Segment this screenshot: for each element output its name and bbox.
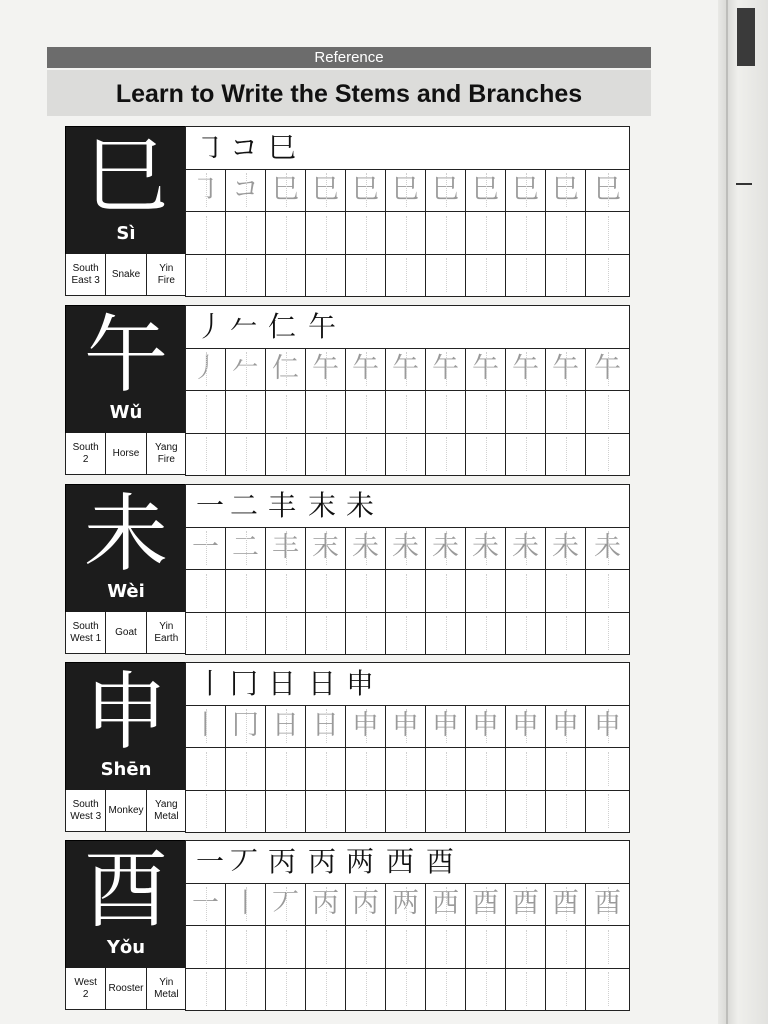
practice-cell[interactable] [426,212,466,254]
trace-cell[interactable]: 巳 [266,169,306,211]
practice-row [186,391,629,434]
practice-cell[interactable] [346,748,386,790]
page-title: Learn to Write the Stems and Branches [47,70,651,116]
practice-cell[interactable] [346,433,386,475]
element-label: Yin Fire [157,262,175,286]
character-panel [65,305,187,435]
practice-cell[interactable] [546,612,586,654]
character-block [65,662,628,832]
trace-cell[interactable]: 丙 [306,883,346,925]
trace-cell[interactable]: 午 [346,348,386,390]
practice-cell[interactable] [586,433,629,475]
practice-cell[interactable] [266,254,306,296]
practice-cell[interactable] [386,968,426,1010]
character-pinyin: Wǔ [109,402,143,423]
trace-cell[interactable]: 巳 [306,169,346,211]
practice-cell[interactable] [586,212,629,254]
practice-cell[interactable] [226,570,266,612]
stroke-step: 丰 [268,489,297,522]
stroke-step: 一 [196,845,225,878]
character-pinyin: Yǒu [106,937,146,958]
trace-cell[interactable]: 未 [386,527,426,569]
practice-grid [185,484,630,655]
stroke-order-row [186,485,629,528]
practice-cell[interactable] [306,790,346,832]
trace-cell[interactable]: 丨 [186,705,226,747]
practice-cell[interactable] [546,391,586,433]
practice-row [186,570,629,613]
practice-cell[interactable] [506,748,546,790]
practice-cell[interactable] [466,926,506,968]
practice-cell[interactable] [186,254,226,296]
practice-cell[interactable] [586,391,629,433]
animal-label: Rooster [106,968,146,1009]
character-block [65,305,628,475]
trace-cell[interactable]: 酉 [506,883,546,925]
trace-cell[interactable]: 冂 [226,705,266,747]
element-label: Yang Fire [155,441,178,465]
direction-label: South 2 [66,433,106,474]
practice-cell[interactable] [386,212,426,254]
practice-cell[interactable] [546,926,586,968]
stroke-step: 两 [346,845,375,878]
stroke-order-row [186,663,629,706]
practice-cell[interactable] [346,926,386,968]
practice-cell[interactable] [506,433,546,475]
practice-cell[interactable] [506,968,546,1010]
animal-label: Goat [106,612,146,653]
practice-cell[interactable] [386,570,426,612]
practice-grid [185,305,630,476]
practice-cell[interactable] [346,570,386,612]
practice-cell[interactable] [386,391,426,433]
practice-cell[interactable] [226,612,266,654]
practice-cell[interactable] [306,748,346,790]
trace-cell[interactable]: 申 [546,705,586,747]
trace-cell[interactable]: 未 [346,527,386,569]
stroke-step: 一 [196,489,225,522]
character-glyph: 酉 [83,841,168,939]
stroke-step: 𠂉 [230,310,259,343]
stroke-step: 末 [308,489,337,522]
practice-cell[interactable] [466,212,506,254]
practice-cell[interactable] [426,748,466,790]
trace-cell[interactable]: 一 [186,527,226,569]
character-panel [65,840,187,970]
practice-cell[interactable] [386,433,426,475]
practice-cell[interactable] [306,926,346,968]
practice-cell[interactable] [466,254,506,296]
trace-row [186,169,629,212]
practice-row [186,212,629,255]
trace-cell[interactable]: 末 [306,527,346,569]
practice-cell[interactable] [466,790,506,832]
stroke-step: 丙 [308,845,337,878]
trace-cell[interactable]: 酉 [546,883,586,925]
practice-cell[interactable] [466,612,506,654]
stroke-step: 丿 [196,310,225,343]
stroke-step: 丨 [196,667,225,700]
practice-cell[interactable] [266,391,306,433]
practice-cell[interactable] [266,748,306,790]
practice-cell[interactable] [346,790,386,832]
practice-cell[interactable] [186,212,226,254]
trace-cell[interactable]: 巳 [426,169,466,211]
character-glyph: 未 [83,485,168,583]
trace-cell[interactable]: 申 [386,705,426,747]
practice-grid [185,662,630,833]
practice-grid [185,840,630,1011]
stroke-step: 冂 [230,667,259,700]
practice-cell[interactable] [426,254,466,296]
practice-cell[interactable] [386,254,426,296]
element-label: Yin Earth [154,620,179,644]
scan-tab-mark [737,8,755,66]
trace-cell[interactable]: 丙 [346,883,386,925]
practice-cell[interactable] [466,570,506,612]
trace-cell[interactable]: 申 [426,705,466,747]
practice-cell[interactable] [386,612,426,654]
stroke-step: コ [230,131,259,164]
practice-cell[interactable] [506,570,546,612]
practice-cell[interactable] [346,254,386,296]
practice-cell[interactable] [426,612,466,654]
practice-cell[interactable] [306,212,346,254]
animal-label: Monkey [106,790,146,831]
practice-cell[interactable] [226,748,266,790]
character-block [65,126,628,296]
direction-label: South West 1 [66,612,106,653]
practice-cell[interactable] [226,254,266,296]
trace-cell[interactable]: 申 [506,705,546,747]
stroke-step: 丆 [230,845,259,878]
stroke-step: 酉 [426,845,455,878]
practice-cell[interactable] [186,433,226,475]
trace-cell[interactable]: 酉 [586,883,629,925]
practice-cell[interactable] [306,254,346,296]
practice-cell[interactable] [426,790,466,832]
character-block [65,840,628,1010]
trace-cell[interactable]: 酉 [466,883,506,925]
element-label: Yin Metal [154,976,179,1000]
practice-cell[interactable] [266,212,306,254]
scan-tick-mark [736,183,752,185]
trace-cell[interactable]: 丰 [266,527,306,569]
trace-cell[interactable]: ㇆ [186,169,226,211]
stroke-step: 未 [346,489,375,522]
practice-grid [185,126,630,297]
character-panel [65,484,187,614]
character-info [65,433,187,475]
practice-cell[interactable] [586,570,629,612]
character-pinyin: Wèi [107,581,145,602]
practice-cell[interactable] [506,212,546,254]
stroke-step: 丙 [268,845,297,878]
stroke-step: 日 [268,667,297,700]
practice-row [186,790,629,831]
trace-cell[interactable]: 未 [426,527,466,569]
practice-cell[interactable] [186,926,226,968]
trace-cell[interactable]: 午 [586,348,629,390]
trace-cell[interactable]: 午 [506,348,546,390]
trace-cell[interactable]: 申 [586,705,629,747]
practice-cell[interactable] [226,926,266,968]
character-pinyin: Sì [116,223,136,244]
trace-row [186,705,629,748]
practice-row [186,926,629,969]
trace-cell[interactable]: 午 [546,348,586,390]
animal-label: Horse [106,433,146,474]
practice-cell[interactable] [226,968,266,1010]
practice-cell[interactable] [586,926,629,968]
trace-cell[interactable]: 丿 [186,348,226,390]
stroke-step: 午 [308,310,337,343]
practice-cell[interactable] [306,570,346,612]
practice-cell[interactable] [226,433,266,475]
stroke-step: 巳 [268,131,297,164]
character-panel [65,126,187,256]
trace-cell[interactable]: 丨 [226,883,266,925]
direction-label: South East 3 [66,254,106,295]
practice-cell[interactable] [546,790,586,832]
practice-cell[interactable] [586,968,629,1010]
practice-row [186,748,629,791]
trace-cell[interactable]: 巳 [346,169,386,211]
practice-row [186,254,629,295]
stroke-order-row [186,127,629,170]
practice-row [186,433,629,474]
trace-cell[interactable]: コ [226,169,266,211]
practice-cell[interactable] [506,612,546,654]
practice-cell[interactable] [266,433,306,475]
practice-cell[interactable] [226,391,266,433]
practice-cell[interactable] [466,433,506,475]
trace-cell[interactable]: 日 [266,705,306,747]
practice-cell[interactable] [306,433,346,475]
trace-cell[interactable]: 一 [186,883,226,925]
trace-cell[interactable]: 午 [466,348,506,390]
character-panel [65,662,187,792]
practice-cell[interactable] [346,968,386,1010]
scan-fold-line [726,0,728,1024]
stroke-step: 仁 [268,310,297,343]
character-info [65,612,187,654]
practice-cell[interactable] [426,391,466,433]
practice-cell[interactable] [386,926,426,968]
practice-cell[interactable] [426,968,466,1010]
trace-cell[interactable]: 申 [466,705,506,747]
stroke-step: 西 [386,845,415,878]
practice-cell[interactable] [346,391,386,433]
stroke-step: 日 [308,667,337,700]
trace-row [186,883,629,926]
trace-cell[interactable]: 𠂉 [226,348,266,390]
practice-cell[interactable] [266,926,306,968]
practice-cell[interactable] [546,748,586,790]
character-info [65,968,187,1010]
trace-cell[interactable]: 午 [386,348,426,390]
practice-cell[interactable] [546,212,586,254]
stroke-step: 申 [346,667,375,700]
practice-cell[interactable] [426,570,466,612]
practice-cell[interactable] [306,391,346,433]
practice-cell[interactable] [266,612,306,654]
trace-cell[interactable]: 两 [386,883,426,925]
character-glyph: 巳 [83,127,168,225]
practice-cell[interactable] [506,926,546,968]
practice-cell[interactable] [346,612,386,654]
practice-cell[interactable] [306,612,346,654]
animal-label: Snake [106,254,146,295]
trace-cell[interactable]: 二 [226,527,266,569]
practice-cell[interactable] [466,748,506,790]
practice-cell[interactable] [546,968,586,1010]
trace-cell[interactable]: 巳 [546,169,586,211]
practice-cell[interactable] [466,391,506,433]
practice-cell[interactable] [546,254,586,296]
practice-cell[interactable] [586,748,629,790]
trace-cell[interactable]: 日 [306,705,346,747]
reference-banner: Reference [47,47,651,68]
practice-cell[interactable] [546,570,586,612]
practice-cell[interactable] [466,968,506,1010]
direction-label: West 2 [66,968,106,1009]
trace-cell[interactable]: 未 [586,527,629,569]
stroke-step: ㇆ [196,131,225,164]
direction-label: South West 3 [66,790,106,831]
trace-cell[interactable]: 仁 [266,348,306,390]
trace-row [186,527,629,570]
practice-cell[interactable] [186,748,226,790]
trace-cell[interactable]: 巳 [386,169,426,211]
practice-cell[interactable] [266,790,306,832]
practice-cell[interactable] [506,790,546,832]
character-glyph: 午 [83,306,168,404]
trace-cell[interactable]: 未 [546,527,586,569]
character-info [65,790,187,832]
practice-row [186,968,629,1009]
stroke-order-row [186,306,629,349]
practice-cell[interactable] [586,790,629,832]
practice-cell[interactable] [386,748,426,790]
stroke-order-row [186,841,629,884]
trace-cell[interactable]: 西 [426,883,466,925]
trace-row [186,348,629,391]
practice-cell[interactable] [386,790,426,832]
practice-cell[interactable] [346,212,386,254]
practice-cell[interactable] [506,391,546,433]
trace-cell[interactable]: 巳 [466,169,506,211]
practice-cell[interactable] [266,968,306,1010]
character-info [65,254,187,296]
trace-cell[interactable]: 丆 [266,883,306,925]
practice-cell[interactable] [546,433,586,475]
practice-cell[interactable] [586,254,629,296]
trace-cell[interactable]: 未 [506,527,546,569]
trace-cell[interactable]: 巳 [506,169,546,211]
trace-cell[interactable]: 午 [306,348,346,390]
practice-cell[interactable] [586,612,629,654]
practice-cell[interactable] [426,433,466,475]
character-block [65,484,628,654]
practice-cell[interactable] [506,254,546,296]
practice-cell[interactable] [226,212,266,254]
practice-cell[interactable] [426,926,466,968]
trace-cell[interactable]: 午 [426,348,466,390]
character-pinyin: Shēn [100,759,152,780]
practice-row [186,612,629,653]
practice-cell[interactable] [306,968,346,1010]
practice-cell[interactable] [186,570,226,612]
trace-cell[interactable]: 巳 [586,169,629,211]
character-glyph: 申 [83,663,168,761]
practice-cell[interactable] [226,790,266,832]
trace-cell[interactable]: 申 [346,705,386,747]
stroke-step: 二 [230,489,259,522]
practice-cell[interactable] [186,968,226,1010]
practice-cell[interactable] [186,612,226,654]
practice-cell[interactable] [186,790,226,832]
practice-cell[interactable] [266,570,306,612]
practice-cell[interactable] [186,391,226,433]
element-label: Yang Metal [154,798,179,822]
trace-cell[interactable]: 未 [466,527,506,569]
